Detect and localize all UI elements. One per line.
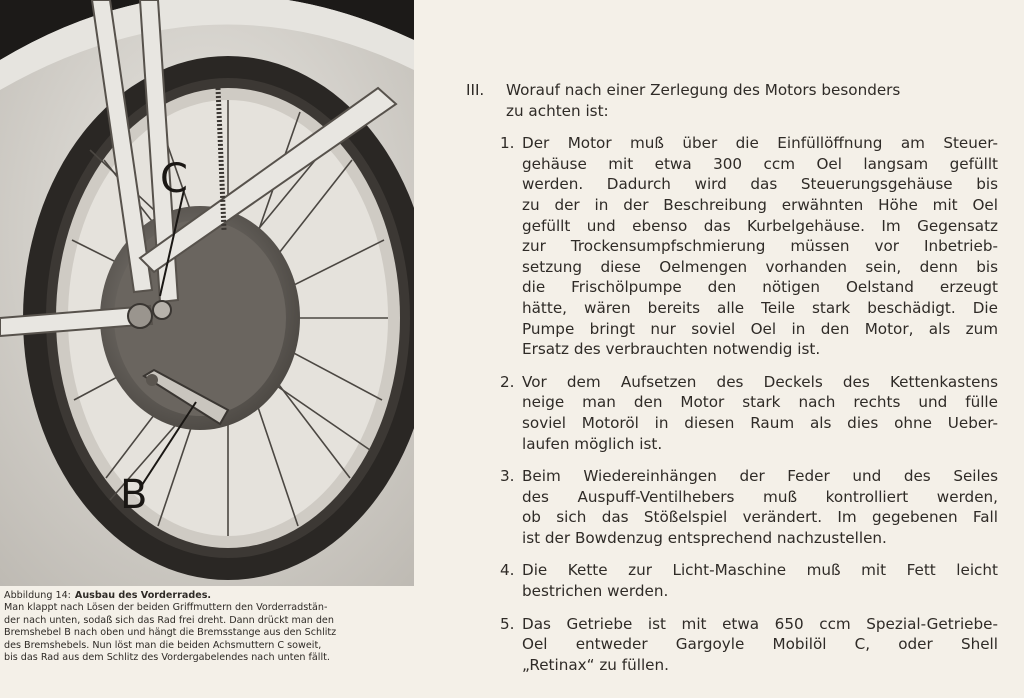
caption-line: bis das Rad aus dem Schlitz des Vordergabelendes nach unten fällt. — [4, 652, 330, 664]
list-item-text — [522, 614, 998, 676]
caption-title: Ausbau des Vorderrades. — [74, 590, 212, 601]
text-line: Pumpe bringt nur soviel Oel in den Motor, als zum — [522, 319, 998, 338]
section-title-line: Worauf nach einer Zerlegung des Motors besonders — [506, 81, 901, 99]
list-item-text — [522, 466, 998, 548]
text-line: laufen möglich ist. — [522, 434, 663, 453]
list-item-text — [522, 560, 998, 601]
caption-line: der nach unten, sodaß sich das Rad frei dreht. Dann drückt man den — [4, 614, 334, 626]
text-line: zu der in der Beschreibung erwähnten Höhe mit Oel — [522, 195, 998, 214]
text-line: Vor dem Aufsetzen des Deckels des Kettenkastens — [522, 372, 998, 391]
text-line: Der Motor muß über die Einfüllöffnung am Steuer- — [522, 134, 998, 153]
list-item-number: 1. — [500, 134, 515, 153]
list-item-number: 3. — [500, 467, 515, 486]
section-number: III. — [466, 81, 485, 99]
list-item-number: 4. — [500, 561, 515, 580]
text-line: ob sich das Stößelspiel verändert. Im gegebenen Fall — [522, 508, 998, 527]
text-line: ist der Bowdenzug entsprechend nachzustellen. — [522, 528, 887, 547]
text-line: Ersatz des verbrauchten notwendig ist. — [522, 340, 821, 359]
caption-heading — [4, 590, 418, 602]
list-item-4 — [500, 560, 998, 601]
label-b: B — [120, 472, 148, 518]
text-line: „Retinax“ zu füllen. — [522, 655, 669, 674]
text-line: neige man den Motor stark nach rechts und fülle — [522, 393, 998, 412]
caption-prefix: Abbildung 14: — [4, 590, 71, 601]
list-item-number: 5. — [500, 614, 515, 633]
list-item-1 — [500, 133, 998, 360]
text-line: Die Kette zur Licht-Maschine muß mit Fett leicht — [522, 561, 998, 580]
instructions-text — [466, 80, 998, 675]
text-line: Beim Wiedereinhängen der Feder und des Seiles — [522, 467, 998, 486]
front-wheel-photo — [0, 0, 414, 586]
figure-caption — [4, 590, 418, 664]
text-line: des Auspuff-Ventilhebers muß kontrolliert werden, — [522, 487, 998, 506]
text-line: setzung diese Oelmengen vorhanden sein, denn bis — [522, 257, 998, 276]
section-title — [506, 80, 998, 121]
text-line: gefüllt und ebenso das Kurbelgehäuse. Im Gegensatz — [522, 216, 998, 235]
section-heading — [466, 80, 998, 121]
text-line: hätte, wären bereits alle Teile stark beschädigt. Die — [522, 298, 998, 317]
text-line: werden. Dadurch wird das Steuerungsgehäuse bis — [522, 175, 998, 194]
text-line: Das Getriebe ist mit etwa 650 ccm Spezial-Getriebe- — [522, 614, 998, 633]
caption-line: Man klappt nach Lösen der beiden Griffmuttern den Vorderradstän- — [4, 602, 328, 614]
text-line: gehäuse mit etwa 300 ccm Oel langsam gefüllt — [522, 154, 998, 173]
text-line: soviel Motoröl in diesen Raum als dies ohne Ueber- — [522, 413, 998, 432]
list-item-2 — [500, 372, 998, 454]
list-item-text — [522, 372, 998, 454]
text-line: zur Trockensumpfschmierung müssen vor Inbetrieb- — [522, 237, 998, 256]
text-line: Oel entweder Gargoyle Mobilöl C, oder Shell — [522, 635, 998, 654]
section-title-line: zu achten ist: — [506, 101, 609, 120]
label-c: C — [160, 156, 188, 202]
list-item-5 — [500, 614, 998, 676]
caption-line: des Bremshebels. Nun löst man die beiden Achsmuttern C soweit, — [4, 639, 322, 651]
list-item-text — [522, 133, 998, 360]
text-line: die Frischölpumpe den nötigen Oelstand erzeugt — [522, 278, 998, 297]
text-line: bestrichen werden. — [522, 582, 669, 601]
list-item-number: 2. — [500, 372, 515, 391]
caption-line: Bremshebel B nach oben und hängt die Bremsstange aus den Schlitz — [4, 627, 337, 639]
list-item-3 — [500, 466, 998, 548]
